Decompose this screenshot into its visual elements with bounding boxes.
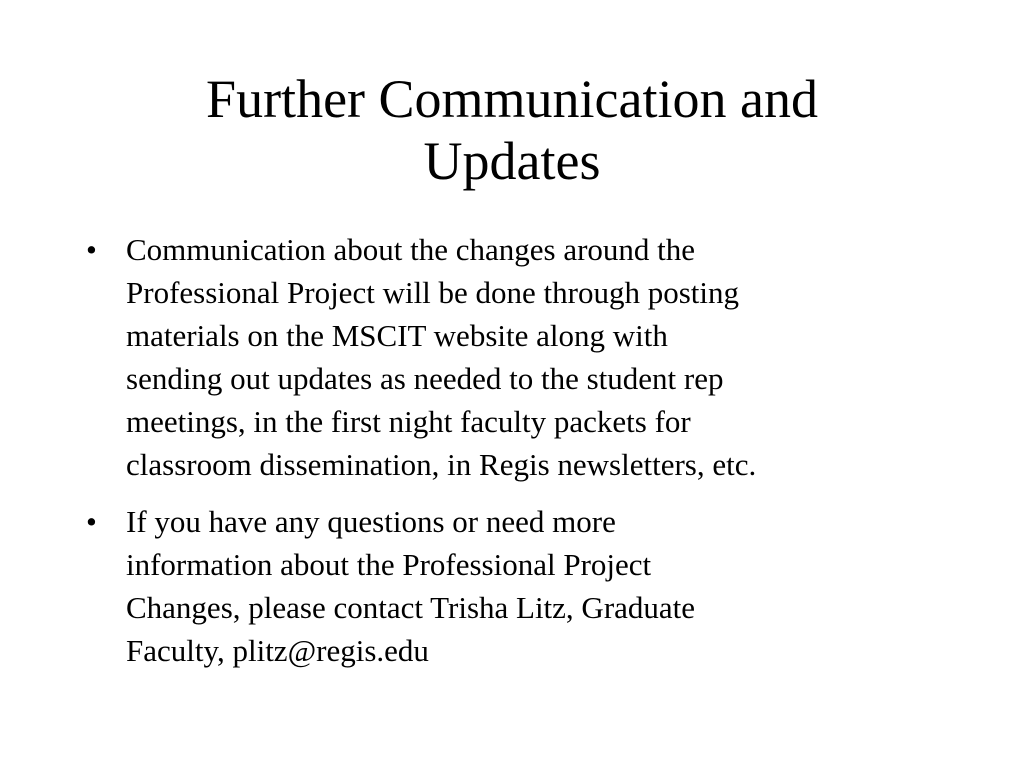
bullet-text-line: sending out updates as needed to the student rep	[126, 361, 724, 396]
bullet-icon: •	[86, 504, 97, 539]
bullet-text-line: Changes, please contact Trisha Litz, Graduate	[126, 590, 696, 625]
title-line: Updates	[423, 131, 601, 191]
bullet-item-communication	[0, 228, 1024, 486]
bullet-text-line: Communication about the changes around the	[126, 232, 696, 267]
bullet-text-line: meetings, in the first night faculty packets for	[126, 404, 691, 439]
bullet-list	[0, 228, 1024, 686]
bullet-text-line: classroom dissemination, in Regis newsletters, etc.	[126, 447, 757, 482]
bullet-text-line: If you have any questions or need more	[126, 504, 616, 539]
bullet-item-contact	[0, 500, 1024, 672]
bullet-text-line: Faculty, plitz@regis.edu	[126, 633, 429, 668]
bullet-text-line: Professional Project will be done through posting	[126, 275, 740, 310]
bullet-icon: •	[86, 232, 97, 267]
title-line: Further Communication and	[206, 69, 818, 129]
bullet-text-line: information about the Professional Project	[126, 547, 652, 582]
bullet-text-line: materials on the MSCIT website along with	[126, 318, 668, 353]
slide-title	[112, 68, 912, 192]
